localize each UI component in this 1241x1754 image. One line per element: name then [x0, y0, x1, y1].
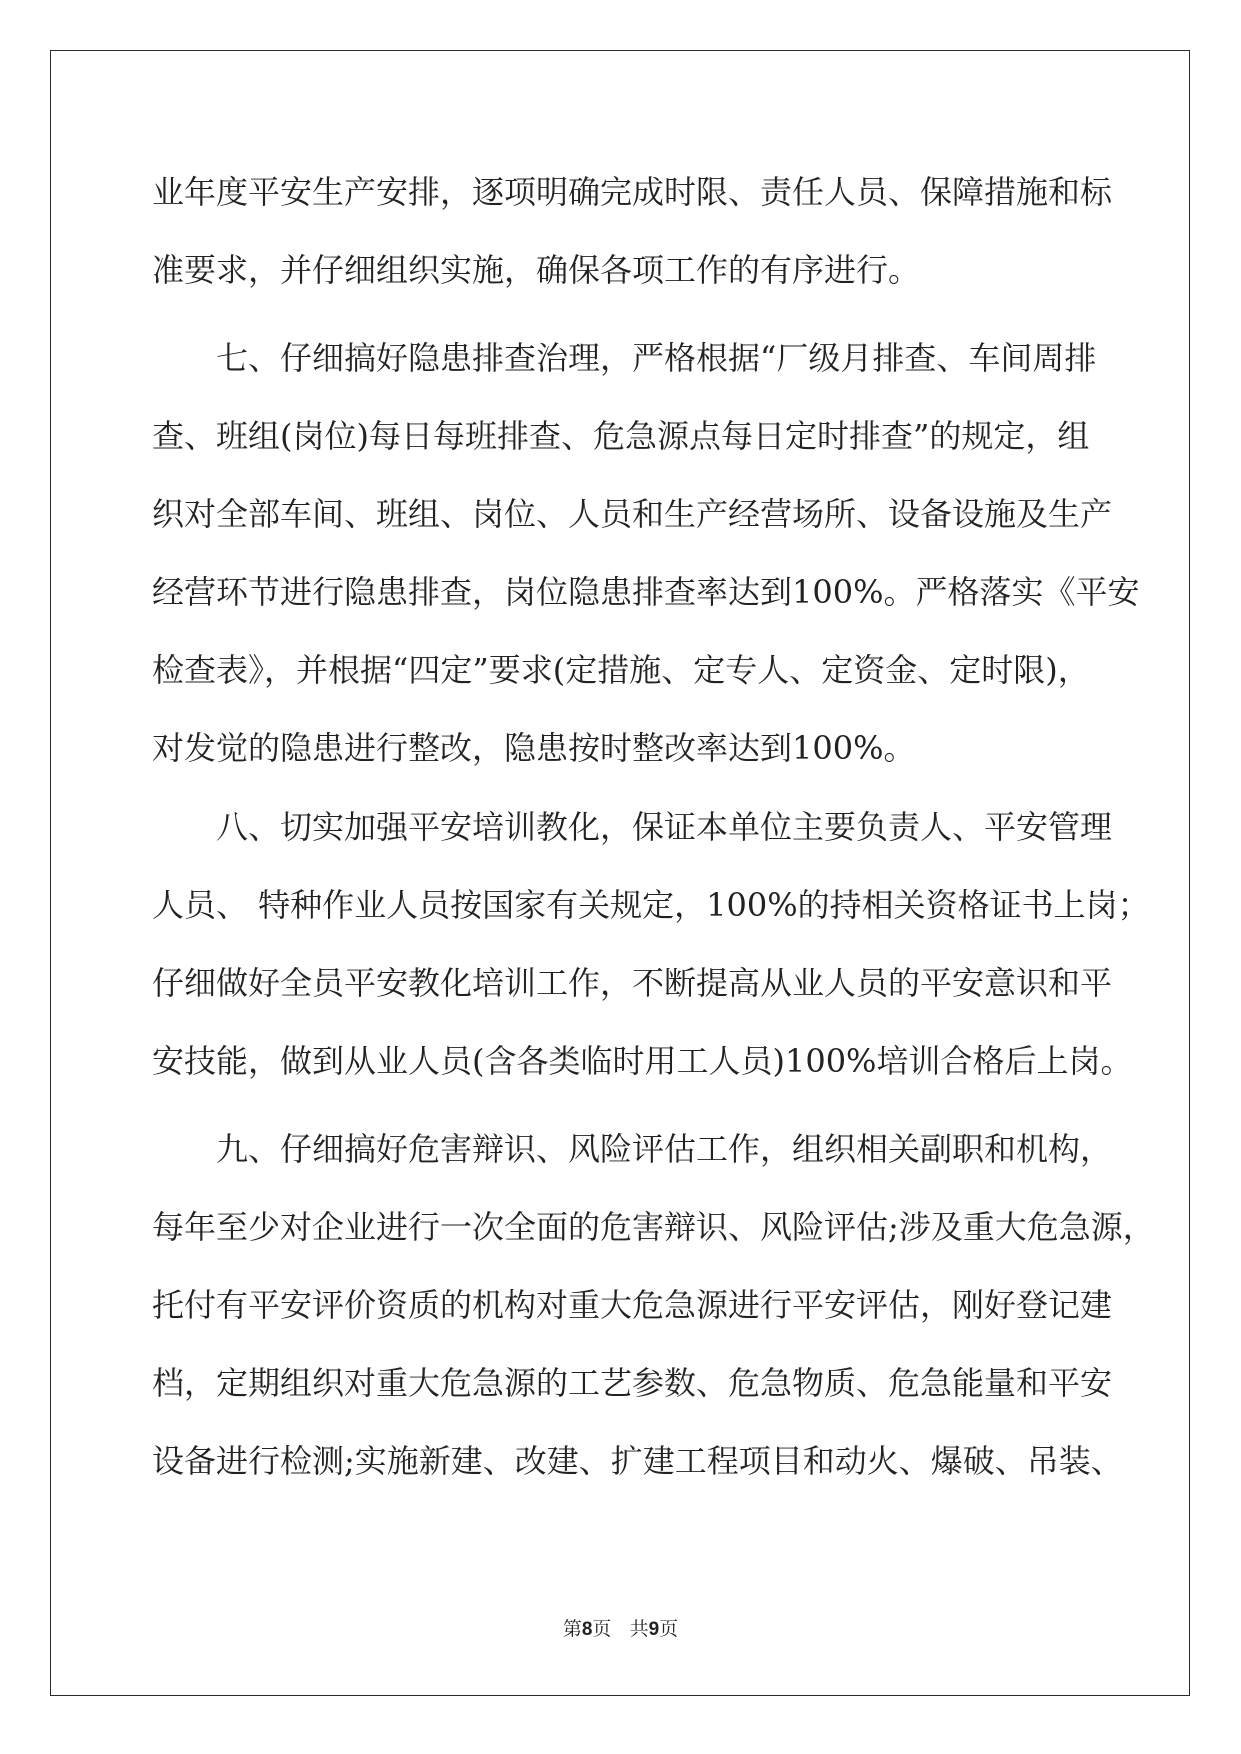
text-line: 设备进行检测;实施新建、改建、扩建工程项目和动火、爆破、吊装、	[152, 1442, 1123, 1480]
text-line: 每年至少对企业进行一次全面的危害辩识、风险评估;涉及重大危急源，	[152, 1208, 1155, 1246]
page-number: 8	[581, 1619, 593, 1640]
text-line: 准要求，并仔细组织实施，确保各项工作的有序进行。	[152, 251, 921, 289]
text-line: 仔细做好全员平安教化培训工作，不断提高从业人员的平安意识和平	[152, 964, 1113, 1002]
text-line: 检查表》，并根据“四定”要求(定措施、定专人、定资金、定时限)，	[152, 651, 1090, 689]
page-footer	[0, 1614, 1241, 1641]
page-suffix: 页	[592, 1618, 612, 1640]
text-line: 人员、 特种作业人员按国家有关规定，100%的持相关资格证书上岗；	[152, 886, 1150, 924]
text-line: 业年度平安生产安排，逐项明确完成时限、责任人员、保障措施和标	[152, 173, 1113, 211]
text-line: 经营环节进行隐患排查，岗位隐患排查率达到100%。严格落实《平安	[152, 573, 1140, 611]
text-line: 档，定期组织对重大危急源的工艺参数、危急物质、危急能量和平安	[152, 1364, 1113, 1402]
text-line: 查、班组(岗位)每日每班排查、危急源点每日定时排查”的规定，组	[152, 417, 1090, 455]
paragraph-nine-start: 九、仔细搞好危害辩识、风险评估工作，组织相关副职和机构，	[216, 1130, 1113, 1168]
paragraph-eight-start: 八、切实加强平安培训教化，保证本单位主要负责人、平安管理	[216, 808, 1113, 846]
total-prefix: 共	[629, 1618, 649, 1640]
text-line: 托付有平安评价资质的机构对重大危急源进行平安评估，刚好登记建	[152, 1286, 1113, 1324]
text-line: 安技能，做到从业人员(含各类临时用工人员)100%培训合格后上岗。	[152, 1042, 1133, 1080]
paragraph-seven-start: 七、仔细搞好隐患排查治理，严格根据“厂级月排查、车间周排	[216, 339, 1097, 377]
total-suffix: 页	[659, 1618, 679, 1640]
total-pages: 9	[648, 1619, 660, 1640]
text-line: 对发觉的隐患进行整改，隐患按时整改率达到100%。	[152, 729, 916, 767]
page-prefix: 第	[562, 1618, 582, 1640]
text-line: 织对全部车间、班组、岗位、人员和生产经营场所、设备设施及生产	[152, 495, 1113, 533]
